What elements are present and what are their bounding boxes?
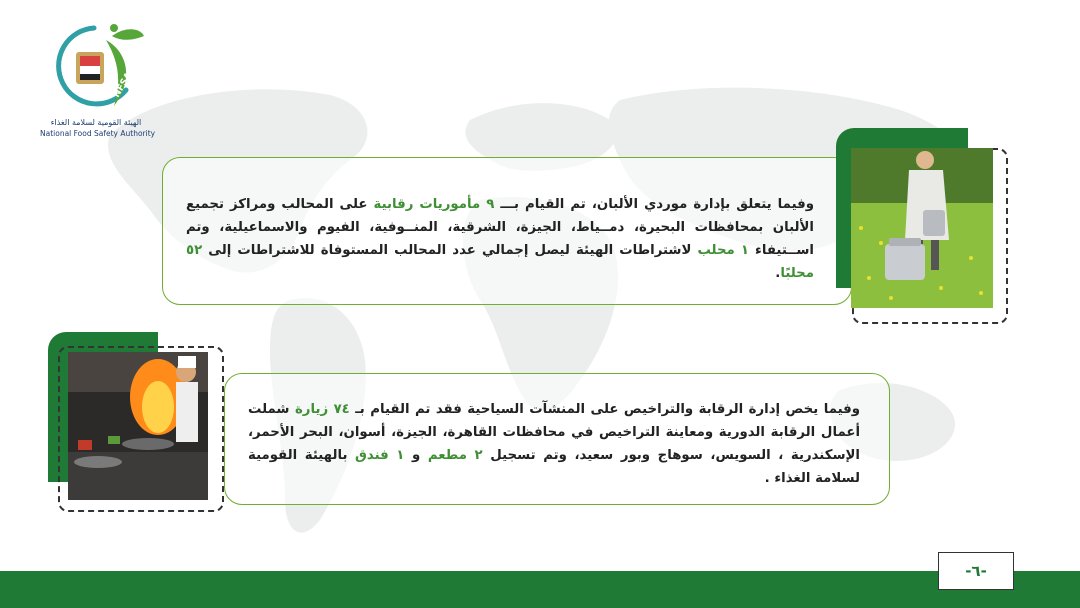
text-segment: . [775, 266, 781, 281]
text-segment: وفيما يخص إدارة الرقابة والتراخيص على المنشآت السياحية فقد تم القيام بـ [349, 402, 861, 417]
text-segment: بالهيئة القومية لسلامة الغذاء . [248, 448, 860, 486]
footer-bar [0, 571, 1080, 608]
chef-cooking-photo [68, 352, 208, 500]
highlight-dairy-count: ١ محلب [697, 243, 749, 258]
highlight-total-dairies: ٥٢ محلبًا [186, 243, 814, 281]
highlight-hotels: ١ فندق [355, 448, 405, 463]
photo-frame-dairy [836, 128, 1008, 324]
text-segment: وفيما يتعلق بإدارة موردي الألبان، تم القيام بـــ [494, 197, 814, 212]
highlight-restaurants: ٢ مطعم [427, 448, 483, 463]
text-segment: و [404, 448, 428, 463]
text-segment: لاشتراطات الهيئة ليصل إجمالي عدد المحالب المستوفاة للاشتراطات إلى [202, 243, 698, 258]
text-segment: على المحالب ومراكز تجميع الألبان بمحافظات البحيرة، دمــياط، الجيزة، الشرقية، المنــوفية، الفيوم والاسماعيلية، وتم اســتيفاء [186, 197, 814, 258]
nfsa-emblem-icon [48, 18, 144, 116]
dairy-paragraph [186, 193, 814, 285]
logo-badge-text: NFSA [111, 70, 135, 100]
nfsa-logo [40, 18, 156, 140]
photo-frame-kitchen [48, 332, 226, 514]
logo-english-name: National Food Safety Authority [40, 129, 156, 138]
tourism-paragraph [248, 398, 860, 490]
text-segment: شملت أعمال الرقابة الدورية ومعاينة التراخيص في محافظات القاهرة، الجيزة، أسوان، البحر الأحمر، الإسكندرية ، السويس، سوهاج وبور سعيد، وتم تسجيل [248, 402, 860, 463]
highlight-visits: ٧٤ زيارة [294, 402, 350, 417]
highlight-inspections: ٩ مأموريات رقابية [373, 197, 495, 212]
logo-arabic-name: الهيئة القومية لسلامة الغذاء [50, 118, 142, 127]
page-number: -٦- [938, 552, 1014, 590]
milk-collection-photo [851, 148, 993, 308]
